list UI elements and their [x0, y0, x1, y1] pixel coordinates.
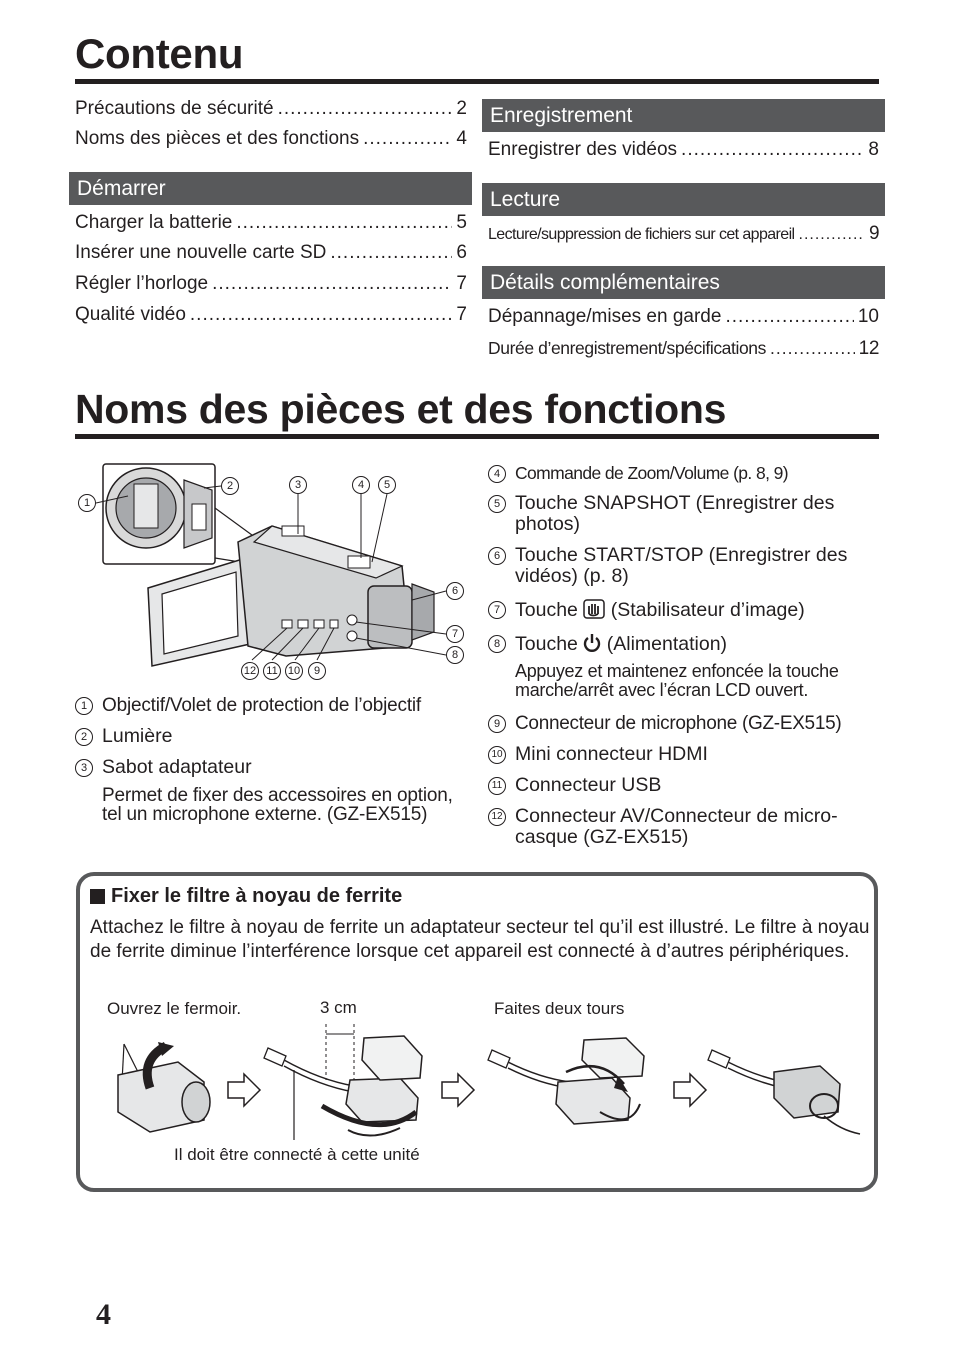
callout-9: 9 [308, 662, 326, 680]
toc-item[interactable] [75, 98, 467, 120]
camcorder-illustration [76, 460, 472, 684]
section-header-demarrer: Démarrer [69, 172, 472, 205]
part-label: Touche START/STOP (Enregistrer des vidéos) (p. 8) [515, 544, 848, 587]
part-item [488, 493, 880, 537]
callout-3: 3 [289, 476, 307, 494]
toc-item-page: 10 [857, 306, 879, 327]
toc-item[interactable] [75, 212, 467, 234]
part-number: 9 [488, 715, 506, 733]
callout-6: 6 [446, 582, 464, 600]
part-number: 11 [488, 777, 506, 795]
part-label: Lumière [102, 725, 173, 747]
toc-item-label: Durée d’enregistrement/spécifications [488, 338, 766, 358]
toc-item-label: Précautions de sécurité [75, 98, 274, 119]
toc-item[interactable] [488, 139, 879, 161]
part-item [75, 757, 470, 781]
part-number: 10 [488, 746, 506, 764]
caption-open: Ouvrez le fermoir. [107, 999, 242, 1018]
callout-12: 12 [241, 662, 259, 680]
toc-item-label: Régler l’horloge [75, 273, 209, 294]
ferrite-steps-illustration [100, 1020, 870, 1145]
toc-item-label: Qualité vidéo [75, 304, 186, 325]
callout-8: 8 [446, 646, 464, 664]
section-header-lecture: Lecture [482, 183, 885, 216]
part-label: Mini connecteur HDMI [515, 743, 708, 765]
callout-5: 5 [378, 476, 396, 494]
part-item [488, 775, 880, 799]
part-note: Permet de fixer des accessoires en option, tel un microphone externe. (GZ-EX515) [102, 785, 453, 825]
part-label: Connecteur USB [515, 774, 662, 796]
part-note: Appuyez et maintenez enfoncée la touche marche/arrêt avec l’écran LCD ouvert. [515, 661, 839, 700]
part-label: (Alimentation) [606, 633, 728, 655]
toc-item-page: 7 [456, 304, 467, 325]
part-item [488, 713, 880, 737]
toc-item-page: 4 [456, 128, 467, 149]
ferrite-title-text: Fixer le filtre à noyau de ferrite [111, 885, 403, 907]
part-number: 4 [488, 465, 506, 483]
part-item [75, 726, 470, 750]
toc-item-page: 5 [456, 212, 467, 233]
part-label: Sabot adaptateur [102, 756, 252, 778]
toc-item[interactable] [75, 128, 467, 150]
caption-connect: Il doit être connecté à cette unité [174, 1145, 420, 1164]
toc-item[interactable] [488, 337, 879, 360]
part-item [488, 806, 880, 850]
part-number: 8 [488, 635, 506, 653]
ferrite-body: Attachez le filtre à noyau de ferrite un adaptateur secteur tel qu’il est illustré. Le filtre à noyau de ferrite diminue l’interférence lorsque cet appareil est connecté à d’autres périphériques. [90, 917, 870, 962]
part-number: 12 [488, 808, 506, 826]
section-header-details: Détails complémentaires [482, 266, 885, 299]
part-number: 1 [75, 697, 93, 715]
toc-item-page: 9 [869, 223, 879, 244]
square-bullet-icon [90, 889, 105, 904]
toc-item[interactable] [488, 223, 879, 246]
part-label: Connecteur AV/Connecteur de micro-casque (GZ-EX515) [515, 805, 838, 848]
part-item [488, 744, 880, 768]
part-number: 6 [488, 547, 506, 565]
part-label: Objectif/Volet de protection de l’objectif [102, 695, 422, 716]
toc-item-page: 6 [456, 242, 467, 263]
part-item [488, 463, 880, 487]
callout-2: 2 [221, 477, 239, 495]
part-item [75, 695, 470, 719]
toc-item-page: 12 [858, 338, 879, 359]
toc-item-label: Lecture/suppression de fichiers sur cet appareil [488, 226, 795, 243]
parts-title: Noms des pièces et des fonctions [75, 386, 727, 432]
ferrite-title [90, 885, 402, 908]
caption-distance: 3 cm [320, 998, 357, 1017]
callout-7: 7 [446, 625, 464, 643]
part-label: Touche [515, 633, 578, 655]
part-number: 7 [488, 601, 506, 619]
toc-item[interactable] [75, 304, 467, 326]
part-label: Connecteur de microphone (GZ-EX515) [515, 713, 842, 734]
part-number: 2 [75, 728, 93, 746]
toc-item-label: Enregistrer des vidéos [488, 139, 678, 160]
toc-item-label: Insérer une nouvelle carte SD [75, 242, 327, 263]
part-label: Commande de Zoom/Volume (p. 8, 9) [515, 463, 788, 483]
caption-wrap: Faites deux tours [494, 999, 625, 1018]
callout-11: 11 [263, 662, 281, 680]
toc-item-page: 7 [456, 273, 467, 294]
part-item [488, 599, 880, 623]
toc-item-page: 2 [456, 98, 467, 119]
section-header-enregistrement: Enregistrement [482, 99, 885, 132]
part-number: 3 [75, 759, 93, 777]
part-item [488, 633, 880, 657]
part-label: Touche SNAPSHOT (Enregistrer des photos) [515, 492, 835, 535]
toc-item-label: Noms des pièces et des fonctions [75, 128, 360, 149]
toc-item-label: Dépannage/mises en garde [488, 306, 722, 327]
power-icon [583, 633, 601, 653]
hand-stabilizer-icon [583, 599, 605, 619]
title-rule [75, 79, 879, 84]
callout-4: 4 [352, 476, 370, 494]
part-label: Touche [515, 599, 578, 621]
part-label: (Stabilisateur d’image) [610, 599, 805, 621]
toc-item[interactable] [75, 242, 467, 264]
callout-1: 1 [78, 494, 96, 512]
part-number: 5 [488, 495, 506, 513]
title-rule [75, 434, 879, 439]
part-item [488, 545, 880, 589]
toc-item-page: 8 [868, 139, 879, 160]
toc-item-label: Charger la batterie [75, 212, 233, 233]
toc-item[interactable] [488, 306, 879, 328]
toc-item[interactable] [75, 273, 467, 295]
callout-10: 10 [285, 662, 303, 680]
page-number: 4 [96, 1298, 111, 1331]
contents-title: Contenu [75, 30, 244, 77]
